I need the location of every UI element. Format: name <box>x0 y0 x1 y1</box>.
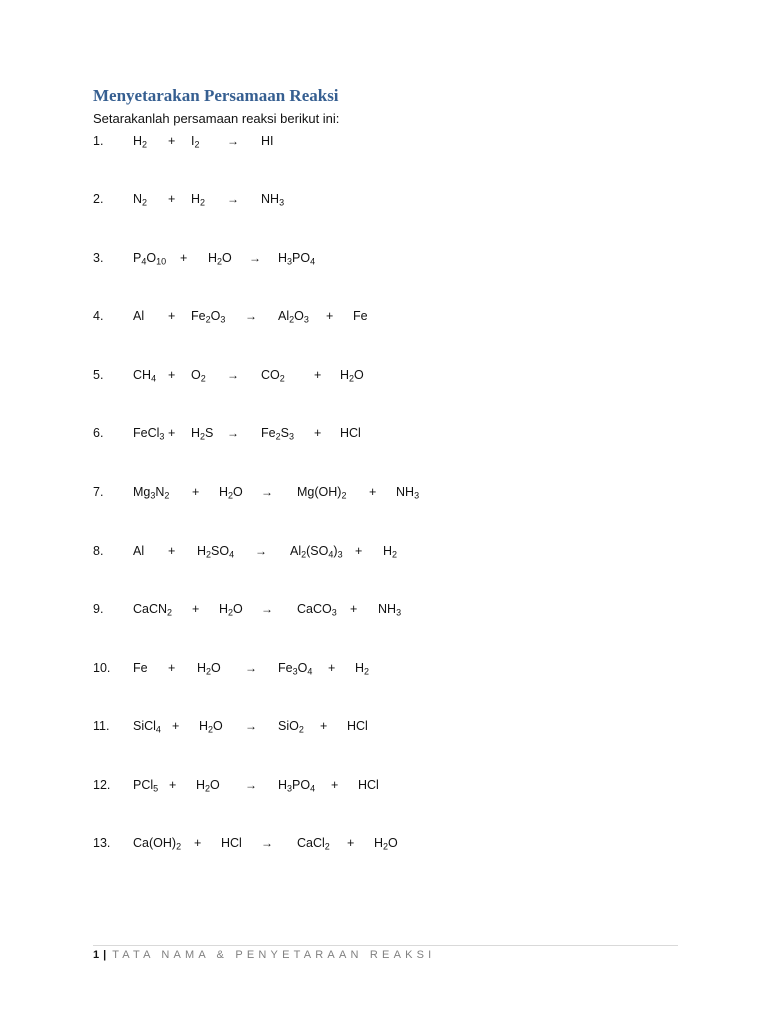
equation-number: 10. <box>93 661 111 675</box>
chemical-formula: HCl <box>221 836 242 850</box>
chemical-formula: $Al_2O_3$ <box>278 309 309 325</box>
chemical-formula: $H_2S$ <box>191 426 214 442</box>
chemical-formula: $H_2O$ <box>219 602 243 618</box>
reaction-arrow: → <box>261 602 273 616</box>
plus-sign: + <box>355 544 363 558</box>
footer-running-title: TATA NAMA & PENYETARAAN REAKSI <box>112 949 436 961</box>
plus-sign: + <box>168 426 176 440</box>
plus-sign: + <box>192 602 200 616</box>
chemical-formula: $Fe_2O_3$ <box>191 309 226 325</box>
chemical-formula: $Ca(OH)_2$ <box>133 836 182 852</box>
equation-number: 3. <box>93 251 104 265</box>
chemical-formula: $Fe_2S_3$ <box>261 426 294 442</box>
reaction-arrow: → <box>249 251 261 265</box>
chemical-formula: $H_2O$ <box>219 485 243 501</box>
plus-sign: + <box>314 368 322 382</box>
page-footer <box>93 947 435 963</box>
chemical-formula: $N_2$ <box>133 192 148 208</box>
plus-sign: + <box>331 778 339 792</box>
page-number: 1 <box>93 949 100 961</box>
chemical-formula: $H_2O$ <box>196 778 220 794</box>
equation-number: 11. <box>93 719 110 733</box>
plus-sign: + <box>194 836 202 850</box>
chemical-formula: $CH_4$ <box>133 368 157 384</box>
chemical-formula: $P_4O_{10}$ <box>133 251 167 267</box>
instruction-text: Setarakanlah persamaan reaksi berikut ini: <box>93 111 340 126</box>
plus-sign: + <box>168 368 176 382</box>
footer-separator: | <box>103 949 107 961</box>
chemical-formula: PCl$_5$ <box>133 778 159 794</box>
chemical-formula: $H_2O$ <box>208 251 232 267</box>
equation-number: 4. <box>93 309 104 323</box>
chemical-formula: $H_2$ <box>133 134 148 150</box>
reaction-arrow: → <box>261 485 273 499</box>
chemical-formula: $NH_3$ <box>261 192 285 208</box>
chemical-formula: $NH_3$ <box>378 602 402 618</box>
equation-number: 12. <box>93 778 111 792</box>
reaction-arrow: → <box>245 719 257 733</box>
chemical-formula: $NH_3$ <box>396 485 420 501</box>
chemical-formula: $H_2SO_4$ <box>197 544 235 560</box>
chemical-formula: HI <box>261 134 274 148</box>
chemical-formula: CaCN$_2$ <box>133 602 173 618</box>
plus-sign: + <box>320 719 328 733</box>
plus-sign: + <box>168 544 176 558</box>
chemical-formula: Fe <box>133 661 148 675</box>
chemical-formula: $H_3PO_4$ <box>278 778 316 794</box>
plus-sign: + <box>169 778 177 792</box>
chemical-formula: $O_2$ <box>191 368 206 384</box>
chemical-formula: FeCl$_3$ <box>133 426 165 442</box>
chemical-formula: CaCO$_3$ <box>297 602 337 618</box>
chemical-formula: $Mg_3N_2$ <box>133 485 170 501</box>
reaction-arrow: → <box>245 309 257 323</box>
reaction-arrow: → <box>227 192 239 206</box>
reaction-arrow: → <box>227 426 239 440</box>
reaction-arrow: → <box>261 836 273 850</box>
plus-sign: + <box>347 836 355 850</box>
chemical-formula: $H_3PO_4$ <box>278 251 316 267</box>
chemical-formula: Fe <box>353 309 368 323</box>
chemical-formula: $H_2O$ <box>197 661 221 677</box>
chemical-formula: HCl <box>347 719 368 733</box>
equation-number: 13. <box>93 836 111 850</box>
chemical-formula: CaCl$_2$ <box>297 836 330 852</box>
reaction-arrow: → <box>255 544 267 558</box>
reaction-arrow: → <box>227 368 239 382</box>
plus-sign: + <box>314 426 322 440</box>
chemical-formula: $Mg(OH)_2$ <box>297 485 347 501</box>
plus-sign: + <box>326 309 334 323</box>
plus-sign: + <box>168 134 176 148</box>
reaction-arrow: → <box>245 661 257 675</box>
equation-number: 8. <box>93 544 104 558</box>
chemical-formula: $I_2$ <box>191 134 200 150</box>
equation-number: 9. <box>93 602 104 616</box>
chemical-formula: Al <box>133 544 145 558</box>
plus-sign: + <box>168 309 176 323</box>
equation-number: 1. <box>93 134 104 148</box>
chemical-formula: HCl <box>340 426 361 440</box>
plus-sign: + <box>328 661 336 675</box>
equation-number: 7. <box>93 485 104 499</box>
chemical-formula: $H_2O$ <box>340 368 364 384</box>
chemical-formula: SiO$_2$ <box>278 719 304 735</box>
plus-sign: + <box>168 661 176 675</box>
page-title: Menyetarakan Persamaan Reaksi <box>93 86 339 105</box>
plus-sign: + <box>192 485 200 499</box>
chemical-formula: $H_2O$ <box>374 836 398 852</box>
chemical-formula: $CO_2$ <box>261 368 285 384</box>
chemical-formula: $Fe_3O_4$ <box>278 661 313 677</box>
equation-number: 2. <box>93 192 104 206</box>
equation-number: 5. <box>93 368 104 382</box>
reaction-arrow: → <box>245 778 257 792</box>
chemical-formula: HCl <box>358 778 379 792</box>
chemical-formula: Al <box>133 309 145 323</box>
chemical-formula: $H_2$ <box>191 192 206 208</box>
equation-number: 6. <box>93 426 104 440</box>
plus-sign: + <box>350 602 358 616</box>
chemical-formula: $Al_2(SO_4)_3$ <box>290 544 343 560</box>
plus-sign: + <box>369 485 377 499</box>
chemical-formula: SiCl$_4$ <box>133 719 161 735</box>
footer-divider <box>93 945 678 946</box>
plus-sign: + <box>172 719 180 733</box>
plus-sign: + <box>180 251 188 265</box>
plus-sign: + <box>168 192 176 206</box>
reaction-arrow: → <box>227 134 239 148</box>
chemical-formula: $H_2$ <box>355 661 370 677</box>
chemical-formula: $H_2O$ <box>199 719 223 735</box>
chemical-formula: $H_2$ <box>383 544 398 560</box>
